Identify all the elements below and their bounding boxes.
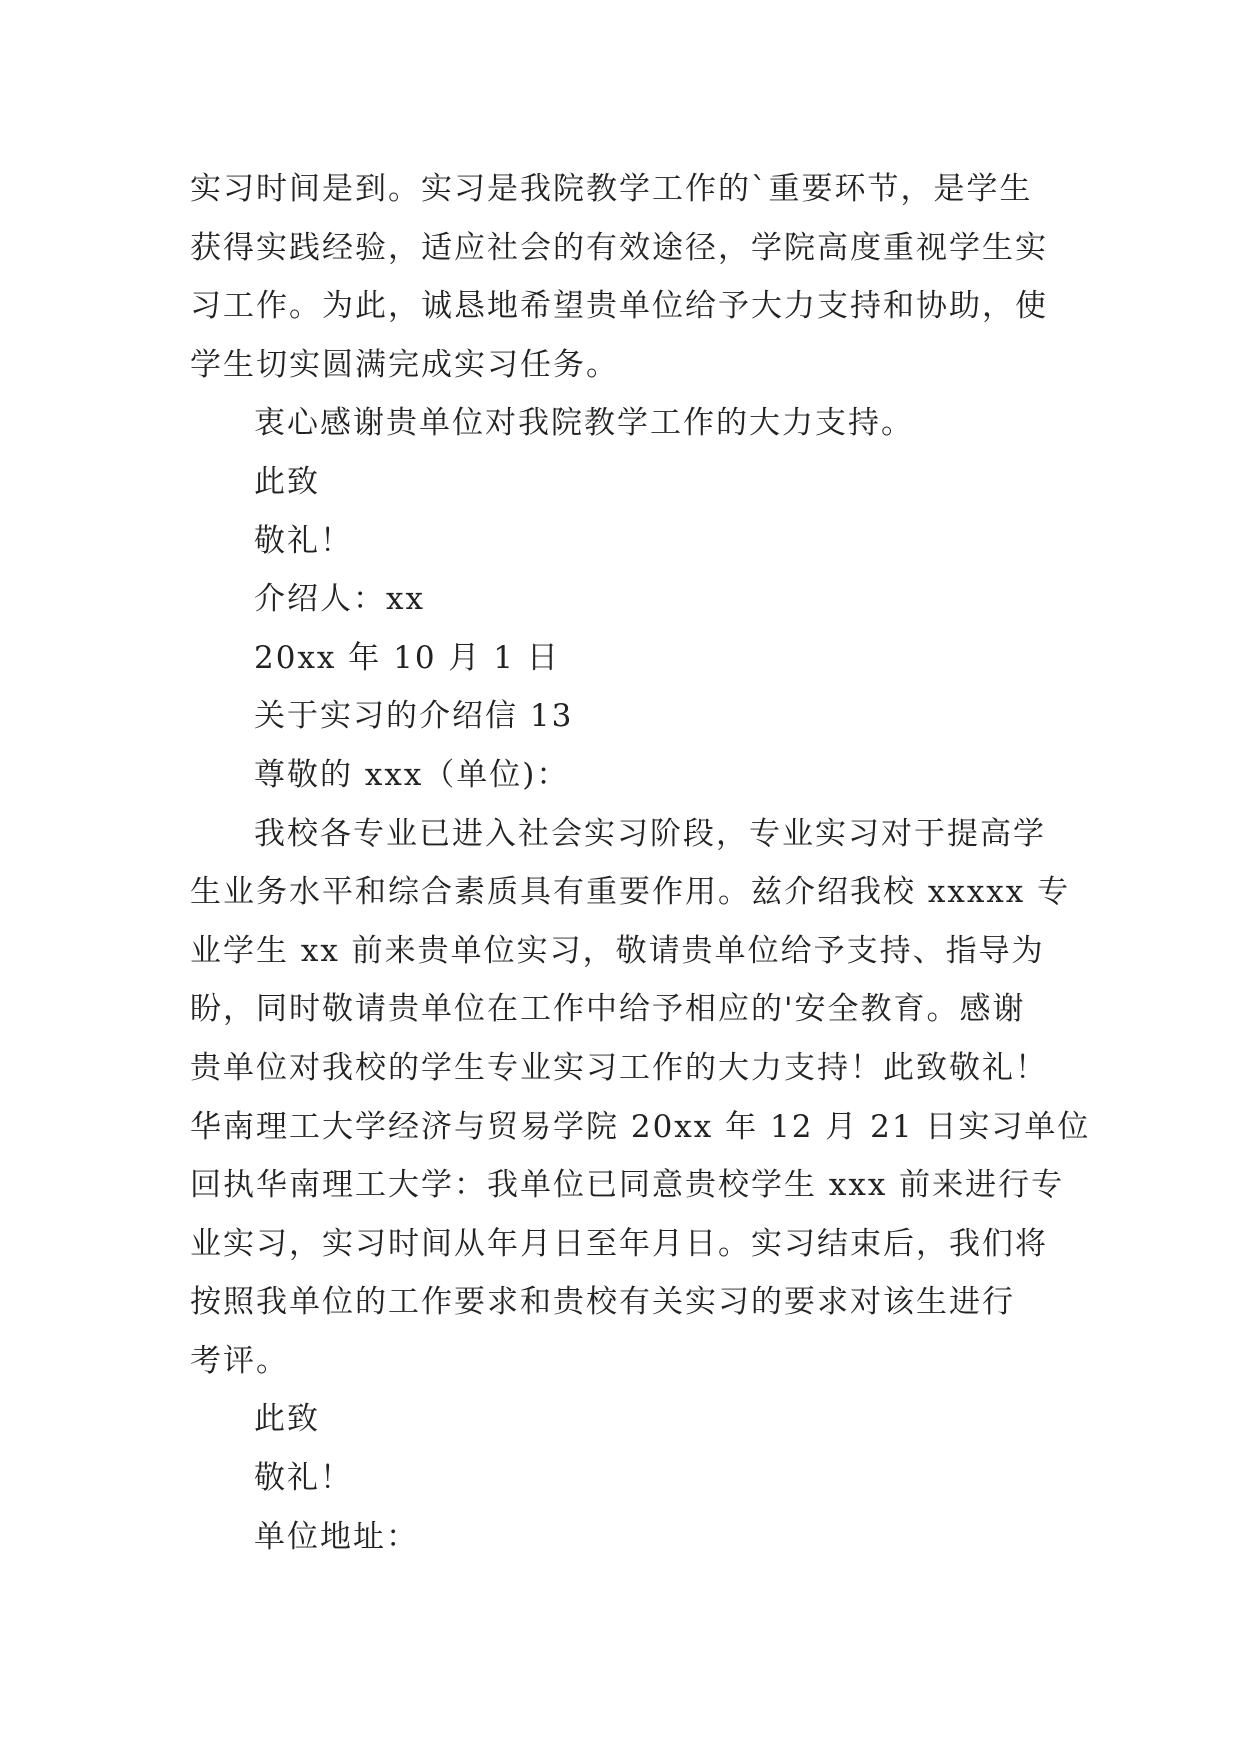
addressee-line: 尊敬的 xxx（单位)： — [254, 756, 570, 793]
text-line: 衷心感谢贵单位对我院教学工作的大力支持。 — [254, 405, 914, 442]
text-line: 实习时间是到。实习是我院教学工作的`重要环节，是学生 — [190, 171, 1033, 207]
text-line: 学生切实圆满完成实习任务。 — [190, 346, 619, 383]
text-line: 考评。 — [190, 1342, 289, 1379]
closing-regards: 敬礼！ — [254, 522, 353, 559]
closing-salutation: 此致 — [254, 463, 320, 500]
text-line: 习工作。为此，诚恳地希望贵单位给予大力支持和协助，使 — [190, 288, 1048, 325]
text-line: 生业务水平和综合素质具有重要作用。兹介绍我校 xxxxx 专 — [190, 874, 1071, 911]
section-heading: 关于实习的介绍信 13 — [254, 698, 574, 735]
text-line: 业学生 xx 前来贵单位实习，敬请贵单位给予支持、指导为 — [190, 932, 1045, 969]
text-line: 业实习，实习时间从年月日至年月日。实习结束后，我们将 — [190, 1225, 1048, 1262]
text-line: 回执华南理工大学：我单位已同意贵校学生 xxx 前来进行专 — [190, 1167, 1065, 1204]
text-line: 华南理工大学经济与贸易学院 20xx 年 12 月 21 日实习单位 — [190, 1108, 1091, 1145]
text-line: 按照我单位的工作要求和贵校有关实习的要求对该生进行 — [190, 1284, 1015, 1321]
introducer-line: 介绍人：xx — [254, 581, 425, 618]
text-line: 贵单位对我校的学生专业实习工作的大力支持！此致敬礼！ — [190, 1049, 1048, 1086]
closing-regards: 敬礼！ — [254, 1460, 353, 1497]
address-label: 单位地址： — [254, 1518, 419, 1555]
closing-salutation: 此致 — [254, 1401, 320, 1438]
date-line: 20xx 年 10 月 1 日 — [254, 639, 560, 676]
text-line: 我校各专业已进入社会实习阶段，专业实习对于提高学 — [254, 815, 1046, 852]
document-body — [190, 160, 1091, 1566]
text-line: 获得实践经验，适应社会的有效途径，学院高度重视学生实 — [190, 229, 1048, 266]
text-line: 盼，同时敬请贵单位在工作中给予相应的'安全教育。感谢 — [190, 991, 1026, 1028]
